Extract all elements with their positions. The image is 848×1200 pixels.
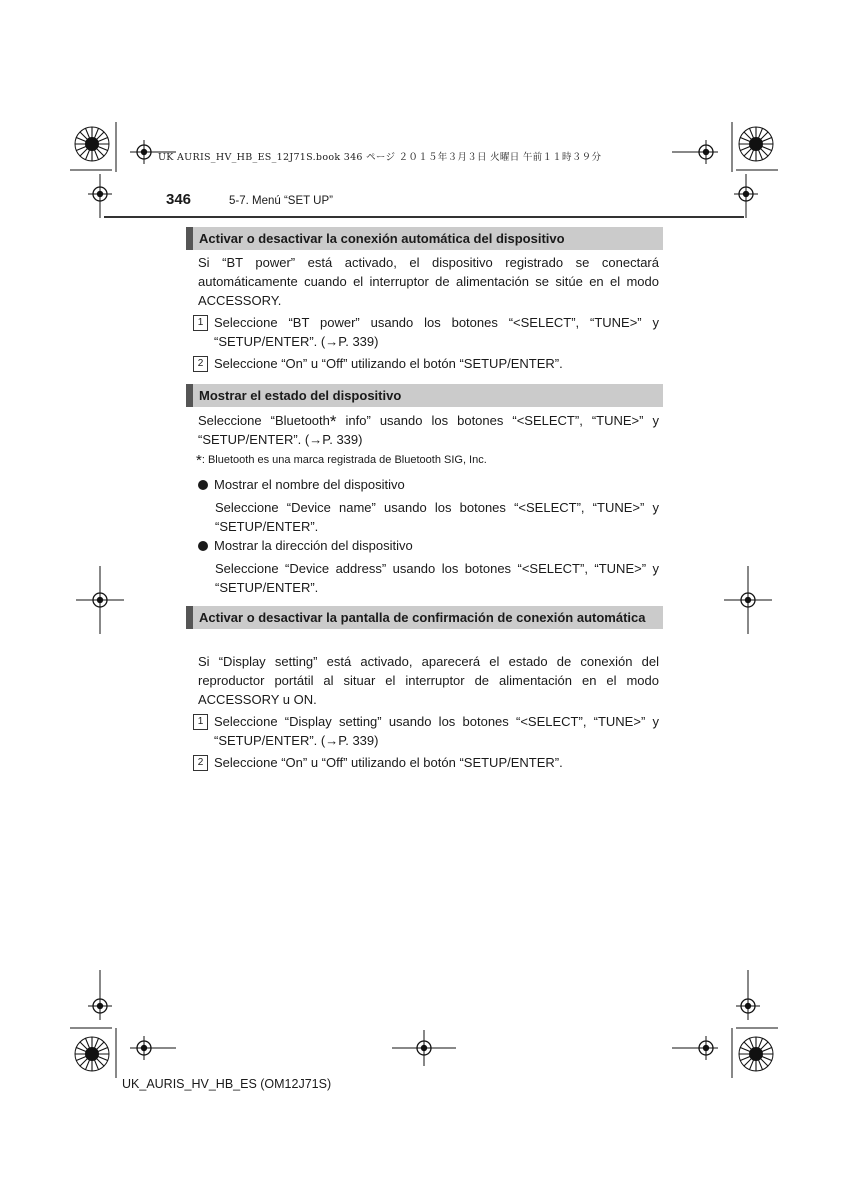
intro-text: Seleccione “Bluetooth xyxy=(198,413,330,428)
bullet-item xyxy=(198,475,405,494)
starburst-mark xyxy=(739,127,773,161)
footnote-text: : Bluetooth es una marca registrada de Bluetooth SIG, Inc. xyxy=(201,454,487,466)
bullet-text: Seleccione “Device address” usando los botones “<SELECT”, “TUNE>” y “SETUP/ENTER”. xyxy=(215,561,659,595)
section-intro: Si “BT power” está activado, el dispositivo registrado se conectará automáticamente cuando el interruptor de alimentación se sitúe en el modo ACCESSORY. xyxy=(198,255,659,308)
step-text: Seleccione “On” u “Off” utilizando el botón “SETUP/ENTER”. xyxy=(214,755,563,770)
intro-text: info” usando los botones “<SELECT”, “TUNE>” y “SETUP/ENTER”. (→P. 339) xyxy=(198,413,659,447)
starburst-mark xyxy=(75,1037,109,1071)
step-item xyxy=(191,712,659,750)
book-file-info: UK AURIS_HV_HB_ES_12J71S.book 346 ページ ２０１５年３月３日 火曜日 午前１１時３９分 xyxy=(158,152,602,163)
step-item xyxy=(191,753,659,772)
footer-code: UK_AURIS_HV_HB_ES (OM12J71S) xyxy=(122,1077,332,1091)
section-title: 5-7. Menú “SET UP” xyxy=(229,195,333,207)
step-number: 2 xyxy=(193,356,208,372)
footnote-star: * xyxy=(196,452,202,469)
section-intro: Si “Display setting” está activado, aparecerá el estado de conexión del reproductor portátil al situar el interruptor de alimentación en el modo ACCESSORY u ON. xyxy=(198,654,659,707)
bullet-icon xyxy=(198,480,208,490)
bullet-icon xyxy=(198,541,208,551)
step-number: 1 xyxy=(193,315,208,331)
header-rule xyxy=(104,216,744,218)
starburst-mark xyxy=(739,1037,773,1071)
step-item xyxy=(191,313,659,351)
footnote xyxy=(196,452,487,469)
section-intro xyxy=(198,411,659,449)
page-number: 346 xyxy=(166,191,192,208)
section-heading: Activar o desactivar la pantalla de confirmación de conexión automática xyxy=(186,606,663,629)
step-number: 1 xyxy=(193,714,208,730)
starburst-mark xyxy=(75,127,109,161)
bullet-item xyxy=(198,536,413,555)
step-number: 2 xyxy=(193,755,208,771)
step-text: Seleccione “BT power” usando los botones “<SELECT”, “TUNE>” y “SETUP/ENTER”. (→P. 339) xyxy=(214,315,659,349)
bullet-title: Mostrar la dirección del dispositivo xyxy=(214,538,413,553)
section-heading: Activar o desactivar la conexión automática del dispositivo xyxy=(186,227,663,250)
section-heading: Mostrar el estado del dispositivo xyxy=(186,384,663,407)
step-item xyxy=(191,354,659,373)
step-text: Seleccione “Display setting” usando los botones “<SELECT”, “TUNE>” y “SETUP/ENTER”. (→P. 339) xyxy=(214,714,659,748)
footnote-star: * xyxy=(329,412,337,431)
bullet-title: Mostrar el nombre del dispositivo xyxy=(214,477,405,492)
step-text: Seleccione “On” u “Off” utilizando el botón “SETUP/ENTER”. xyxy=(214,356,563,371)
bullet-text: Seleccione “Device name” usando los botones “<SELECT”, “TUNE>” y “SETUP/ENTER”. xyxy=(215,500,659,534)
